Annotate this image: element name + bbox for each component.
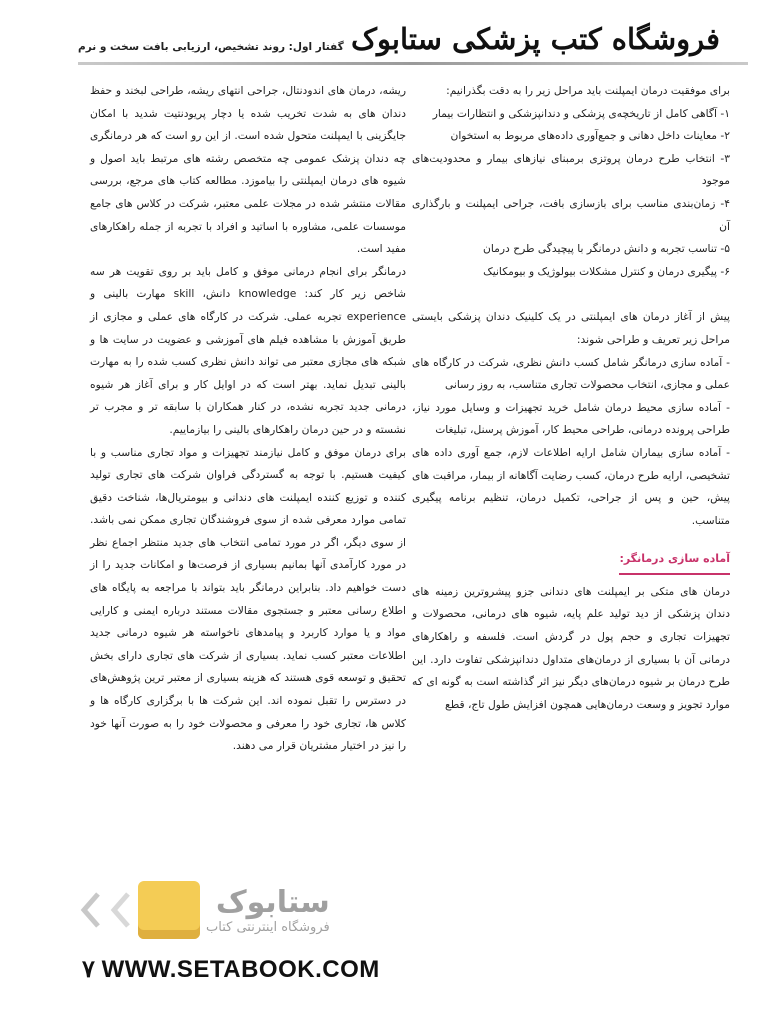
page-header (0, 0, 772, 70)
section-subheading: آماده سازی درمانگر: (619, 548, 730, 575)
watermark-logo (78, 872, 388, 948)
paragraph-1: ریشه، درمان های اندودنتال، جراحی انتهای ریشه، طراحی لبخند و حفظ دندان های به شدت تخریب شده یا دچار پریودنتیت شدید با امکان جایگزینی با ایمپلنت متحول شده است. از این رو است که هر درمانگری چه دندان پزشک عمومی چه متخصص رشته های مرتبط باید اصول و شیوه های درمان ایمپلنتی را بیاموزد. مطالعه کتاب های مرجع، بررسی مقالات منتشر شده در مجلات علمی معتبر، شرکت در کلاس های جامع موسسات علمی، مشاوره با اساتید و افراد با تجربه از جمله راهکارهای مفید است. (90, 84, 406, 256)
watermark-tagline: فروشگاه اینترنتی کتاب (206, 919, 330, 935)
paragraph-2: درمانگر برای انجام درمانی موفق و کامل باید بر روی تقویت هر سه شاخص زیر کار کند: knowledge دانش، skill مهارت بالینی و experience تجربه عملی. شرکت در کارگاه های عملی و مجازی از طریق آموزش با مشاهده فیلم های آموزشی و عضویت در سایت ها و شبکه های مجازی معتبر می تواند دانش نظری کسب شده را به مهارت بالینی تبدیل نماید. بهتر است که در اوایل کار و برای آغاز هر شیوه درمانی جدید تجربه نشده، در کنار همکاران با سابقه تر و مجرب تر نشسته و در حین درمان راهکارهای بالینی را بیازماییم. (90, 264, 407, 436)
paragraph-3: برای درمان موفق و کامل نیازمند تجهیزات و مواد تجاری مناسب و با کیفیت هستیم. با توجه به گستردگی فراوان شرکت های تجاری تولید کننده و توزیع کننده ایمپلنت های دندانی و بیومتریال‌ها، شناخت دقیق تمامی موارد معرفی شده از سوی فروشندگان تجاری ممکن نمی باشد. از سوی دیگر، اگر در مورد تمامی انتخاب های جدید منتظر اجماع نظر در مورد کارآمدی آنها بمانیم بسیاری از فرصت‌ها و امکانات جدید را از دست خواهیم داد. بنابراین درمانگر باید بتواند با مراجعه به پایگاه های اطلاع رسانی معتبر و جستجوی مقالات مستند درباره ایمنی و کارایی مواد و یا موارد کاربرد و پیامدهای ناخواسته هر شیوه درمانی جدید اطلاعات معتبر کسب نماید. بسیاری از شرکت های تجاری دارای بخش تحقیق و توسعه قوی هستند که هزینه بسیاری از معتبر ترین پژوهش‌های در دسترس را تقبل نموده اند. این شرکت ها با برگزاری کارگاه ها و کلاس ها، تجاری خود را معرفی و محصولات خود را به صورت آنها خود را نیز در اختیار مشتریان قرار می دهند. (90, 445, 406, 753)
intro-paragraph: برای موفقیت درمان ایمپلنت باید مراحل زیر را به دقت بگذرانیم: (446, 84, 730, 97)
chapter-heading: گفتار اول: روند تشخیص، ارزیابی بافت سخت و نرم (78, 41, 344, 53)
watermark-brand: ستابوک (215, 884, 330, 920)
step-item: ۶- پیگیری درمان و کنترل مشکلات بیولوژیک و بیومکانیک (483, 264, 730, 278)
chevron-left-icon (108, 890, 132, 930)
pre-treatment-paragraph: پیش از آغاز درمان های ایمپلنتی در یک کلینیک دندان پزشکی بایستی مراحل زیر تعریف و طراحی شوند: (412, 310, 730, 346)
chevron-left-icon (78, 890, 102, 930)
page-footer (82, 955, 380, 984)
prep-item: - آماده سازی بیماران شامل ارایه اطلاعات لازم، جمع آوری داده های تشخیصی، ارایه طرح درمان، کسب رضایت آگاهانه از بیمار، مراقبت های پیش، حین و پس از جراحی، تکمیل درمان، تنظیم برنامه پیگیری متناسب. (412, 445, 730, 527)
header-rule (78, 62, 748, 65)
page-title: فروشگاه کتب پزشکی ستابوک (351, 22, 720, 56)
right-column (412, 80, 730, 716)
step-item: ۲- معاینات داخل دهانی و جمع‌آوری داده‌های مربوط به استخوان (450, 129, 730, 143)
book-logo-icon (138, 881, 200, 939)
step-item: ۴- زمان‌بندی مناسب برای بازسازی بافت، جراحی ایمپلنت و بارگذاری آن (412, 196, 730, 233)
page-number: ۷ (82, 956, 95, 983)
step-item: ۱- آگاهی کامل از تاریخچه‌ی پزشکی و دندانپزشکی و انتظارات بیمار (432, 106, 730, 120)
step-item: ۵- تناسب تجربه و دانش درمانگر با پیچیدگی طرح درمان (483, 242, 730, 256)
footer-url[interactable]: WWW.SETABOOK.COM (101, 956, 380, 983)
step-item: ۳- انتخاب طرح درمان پروتزی برمبنای نیازهای بیمار و محدودیت‌های موجود (412, 151, 730, 188)
watermark-text (206, 886, 330, 935)
prep-item: - آماده سازی محیط درمان شامل خرید تجهیزات و وسایل مورد نیاز، طراحی پرونده درمانی، طراحی محیط کار، آموزش پرسنل، تبلیغات (412, 400, 730, 437)
prep-item: - آماده سازی درمانگر شامل کسب دانش نظری، شرکت در کارگاه های عملی و مجازی، انتخاب محصولات تجاری متناسب، به روز رسانی (412, 355, 730, 392)
closing-paragraph: درمان های متکی بر ایمپلنت های دندانی جزو پیشروترین زمینه های دندان پزشکی از دید تولید علم پایه، شیوه های درمانی، محصولات و تجهیزات تجاری و حجم پول در گردش است. فلسفه و راهکارهای درمانی آن با بسیاری از درمان‌های متداول دندانپزشکی تفاوت دارد. این طرح درمان بر شیوه درمان‌های دیگر نیز اثر گذاشته است به گونه ای که موارد تجویز و وسعت درمان‌هایی همچون افزایش طول تاج، قطع (412, 584, 730, 711)
left-column (90, 80, 406, 758)
